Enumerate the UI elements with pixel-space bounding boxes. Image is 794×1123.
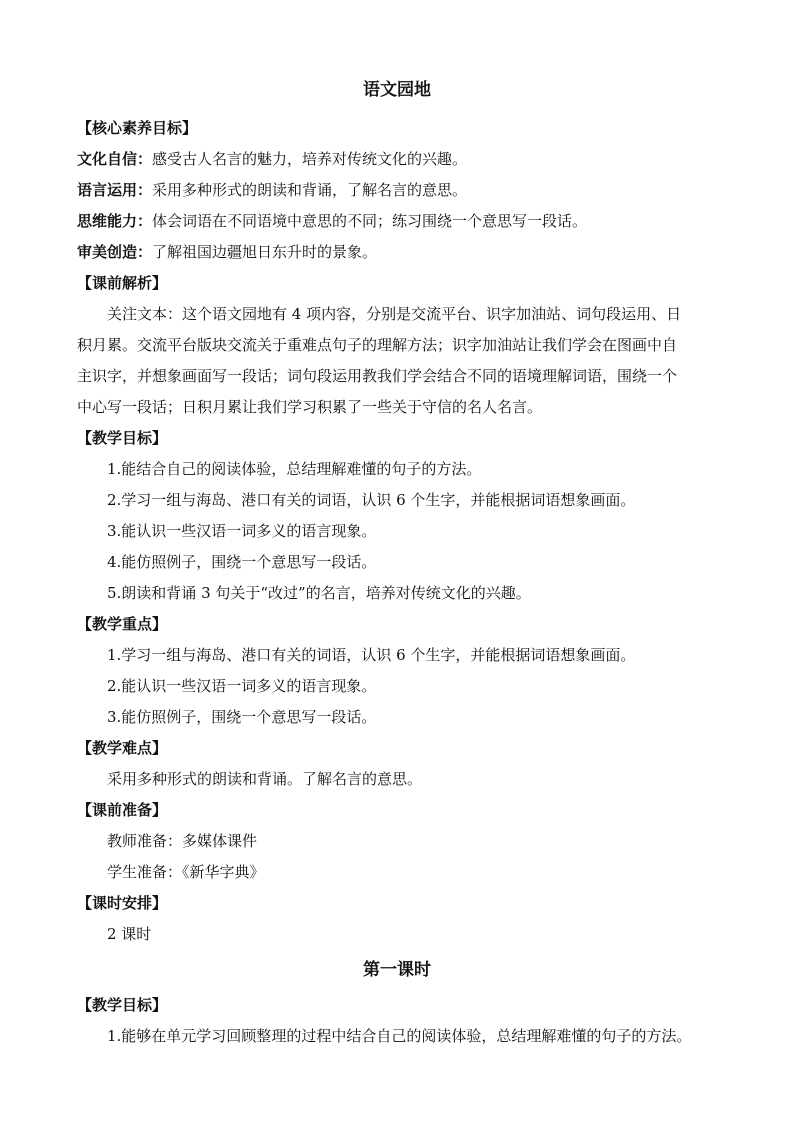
objective-item: 2.学习一组与海岛、港口有关的词语，认识 6 个生字，并能根据词语想象画面。 [107,491,636,509]
prep-item-student: 学生准备：《新华字典》 [107,863,265,881]
section-heading-schedule: 【课时安排】 [77,894,168,912]
section-heading-lesson-objectives: 【教学目标】 [77,996,168,1014]
goal-label: 文化自信： [77,150,153,168]
section-heading-key-points: 【教学重点】 [77,615,168,633]
lesson-one-title: 第一课时 [363,960,431,980]
schedule-text: 2 课时 [107,925,152,943]
section-heading-core-goals: 【核心素养目标】 [77,119,198,137]
objective-item: 4.能仿照例子，围绕一个意思写一段话。 [107,553,377,571]
objective-item: 1.能结合自己的阅读体验，总结理解难懂的句子的方法。 [107,460,482,478]
goal-label: 审美创造： [77,243,153,261]
analysis-line: 主识字，并想象画面写一段话；词句段运用教我们学会结合不同的语境理解词语，围绕一个 [77,367,678,385]
prep-item-teacher: 教师准备：多媒体课件 [107,832,258,850]
section-heading-difficulty: 【教学难点】 [77,739,168,757]
section-heading-analysis: 【课前解析】 [77,274,168,292]
goal-text: 采用多种形式的朗读和背诵，了解名言的意思。 [152,181,468,199]
goal-label: 语言运用： [77,181,153,199]
analysis-line: 关注文本：这个语文园地有 4 项内容，分别是交流平台、识字加油站、词句段运用、日 [107,305,682,323]
goal-text: 了解祖国边疆旭日东升时的景象。 [152,243,378,261]
analysis-line: 积月累。交流平台版块交流关于重难点句子的理解方法；识字加油站让我们学会在图画中自 [77,336,678,354]
key-point-item: 2.能认识一些汉语一词多义的语言现象。 [107,677,377,695]
page-title: 语文园地 [363,80,431,100]
goal-text: 体会词语在不同语境中意思的不同；练习围绕一个意思写一段话。 [152,212,588,230]
objective-item: 3.能认识一些汉语一词多义的语言现象。 [107,522,377,540]
key-point-item: 3.能仿照例子，围绕一个意思写一段话。 [107,708,377,726]
section-heading-preparation: 【课前准备】 [77,801,168,819]
goal-language [77,179,794,201]
lesson-objective-item: 1.能够在单元学习回顾整理的过程中结合自己的阅读体验，总结理解难懂的句子的方法。 [107,1027,692,1045]
goal-aesthetic [77,241,794,263]
difficulty-text: 采用多种形式的朗读和背诵。了解名言的意思。 [107,770,423,788]
key-point-item: 1.学习一组与海岛、港口有关的词语，认识 6 个生字，并能根据词语想象画面。 [107,646,636,664]
goal-label: 思维能力： [77,212,153,230]
objective-item: 5.朗读和背诵 3 句关于“改过”的名言，培养对传统文化的兴趣。 [107,584,531,602]
goal-thinking [77,210,794,232]
goal-culture [77,148,794,170]
analysis-line: 中心写一段话；日积月累让我们学习积累了一些关于守信的名人名言。 [77,398,543,416]
goal-text: 感受古人名言的魅力，培养对传统文化的兴趣。 [152,150,468,168]
section-heading-objectives: 【教学目标】 [77,429,168,447]
